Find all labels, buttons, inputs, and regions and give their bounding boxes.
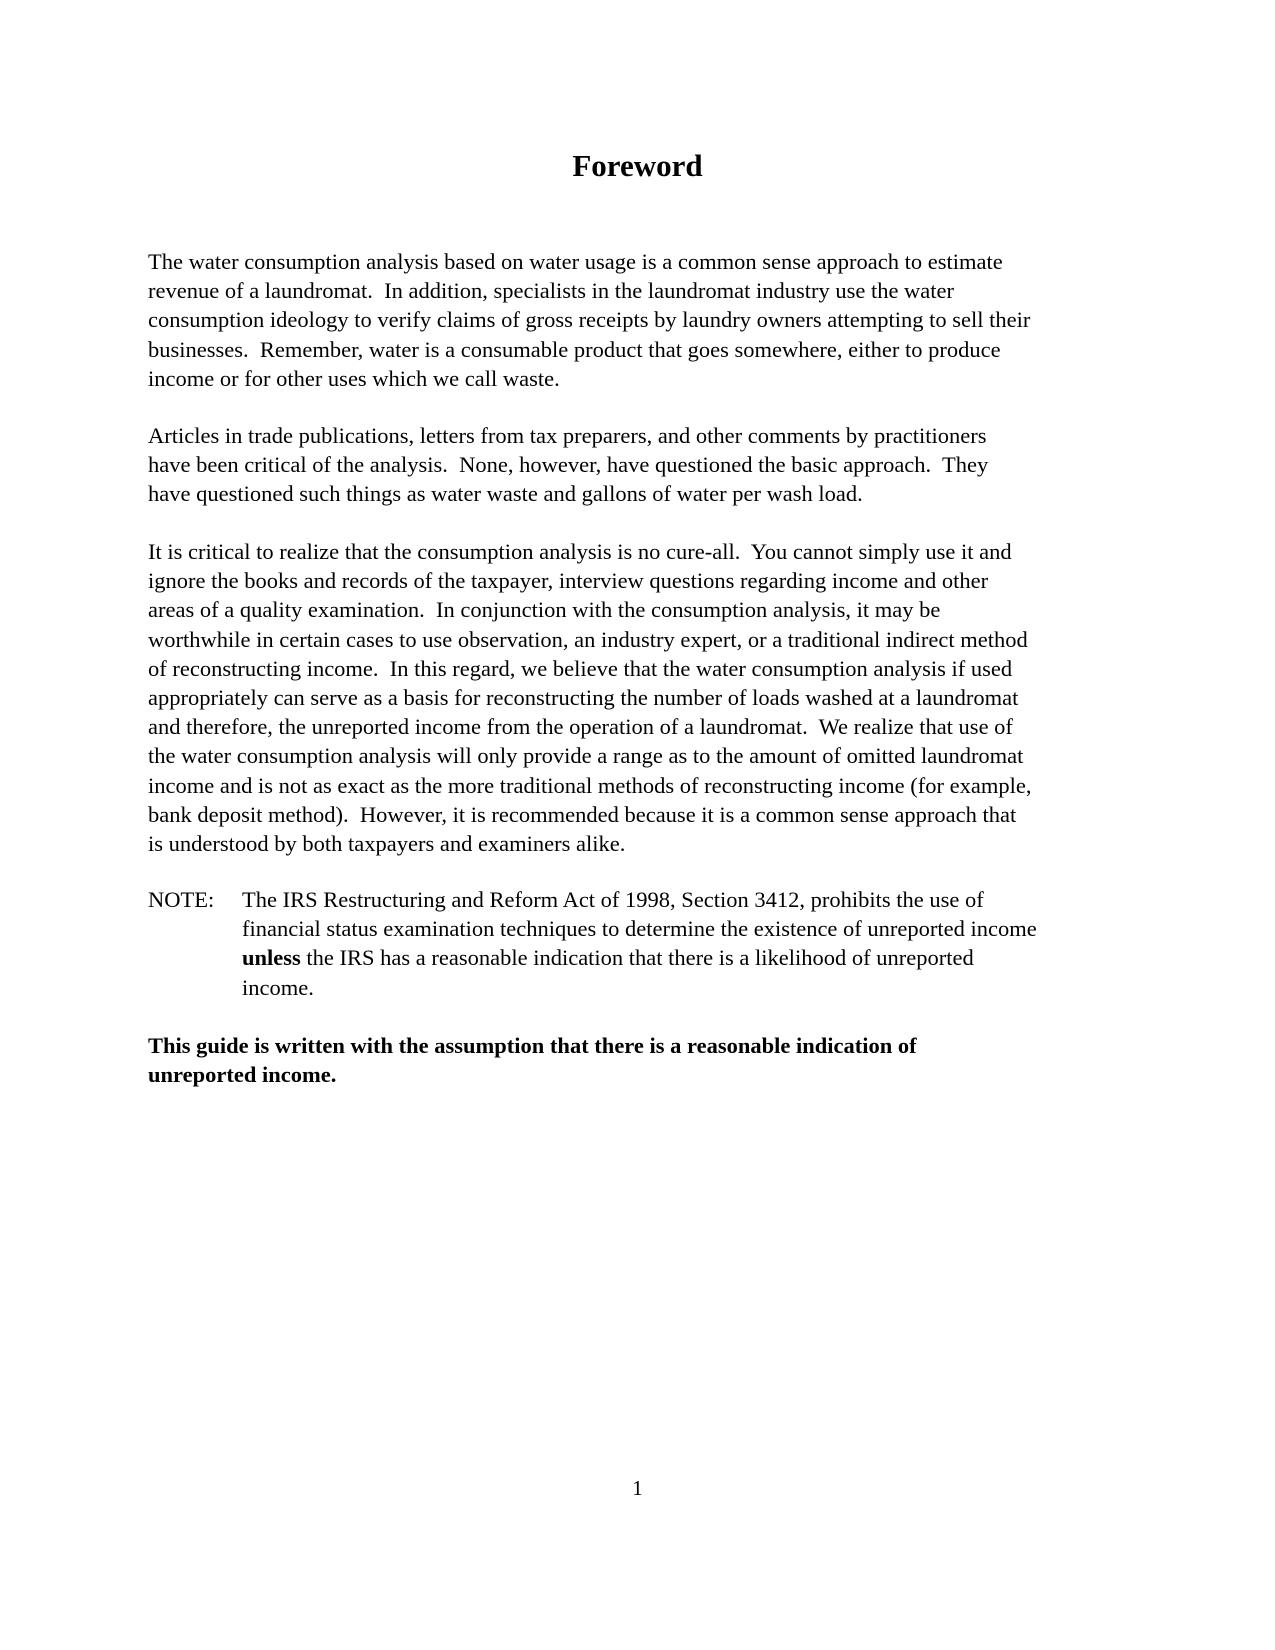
paragraph-2 (148, 421, 1148, 509)
note-block (148, 885, 1148, 1005)
emphasis-unless: unless (242, 945, 301, 971)
text-line: worthwhile in certain cases to use observation, an industry expert, or a traditional indirect method (148, 626, 1028, 652)
text-line: appropriately can serve as a basis for reconstructing the number of loads washed at a laundromat (148, 685, 1019, 711)
paragraph-3 (148, 537, 1148, 858)
text-line: The water consumption analysis based on water usage is a common sense approach to estimate (148, 249, 1003, 274)
text-line: areas of a quality examination. In conjunction with the consumption analysis, it may be (148, 597, 941, 623)
text-line: Articles in trade publications, letters from tax preparers, and other comments by practitioners (148, 423, 987, 448)
text-line: ignore the books and records of the taxpayer, interview questions regarding income and other (148, 568, 989, 594)
text-line: have been critical of the analysis. None, however, have questioned the basic approach. They (148, 452, 989, 478)
note-label: NOTE: (148, 887, 215, 912)
text-line: income. (242, 974, 314, 1000)
page-title: Foreword (572, 148, 703, 183)
page-number: 1 (632, 1476, 643, 1500)
text-line: income and is not as exact as the more traditional methods of reconstructing income (for example, (148, 772, 1032, 798)
paragraph-1 (148, 247, 1148, 393)
text-line: This guide is written with the assumption that there is a reasonable indication of (148, 1033, 917, 1058)
text-line: have questioned such things as water waste and gallons of water per wash load. (148, 481, 863, 507)
text-line: unreported income. (148, 1062, 337, 1088)
text-line: income or for other uses which we call waste. (148, 365, 560, 391)
text-line: revenue of a laundromat. In addition, specialists in the laundromat industry use the water (148, 278, 955, 304)
text-line (242, 943, 1192, 972)
text-line: It is critical to realize that the consumption analysis is no cure-all. You cannot simply use it and (148, 539, 1012, 564)
text-line: consumption ideology to verify claims of gross receipts by laundry owners attempting to sell their (148, 307, 1031, 333)
text-line: is understood by both taxpayers and examiners alike. (148, 831, 626, 857)
text-line: and therefore, the unreported income from the operation of a laundromat. We realize that use of (148, 714, 1013, 740)
text-line: businesses. Remember, water is a consumable product that goes somewhere, either to produce (148, 336, 1001, 362)
text-line: bank deposit method). However, it is recommended because it is a common sense approach that (148, 801, 1017, 827)
text-fragment: the IRS has a reasonable indication that there is a likelihood of unreported (300, 945, 974, 971)
text-line: financial status examination techniques to determine the existence of unreported income (242, 916, 1037, 942)
text-line: the water consumption analysis will only provide a range as to the amount of omitted laundromat (148, 743, 1024, 769)
note-body (242, 885, 1192, 1002)
assumption-statement (148, 1031, 1148, 1089)
text-line: The IRS Restructuring and Reform Act of 1998, Section 3412, prohibits the use of (242, 887, 984, 912)
text-line: of reconstructing income. In this regard, we believe that the water consumption analysis if used (148, 655, 1013, 681)
